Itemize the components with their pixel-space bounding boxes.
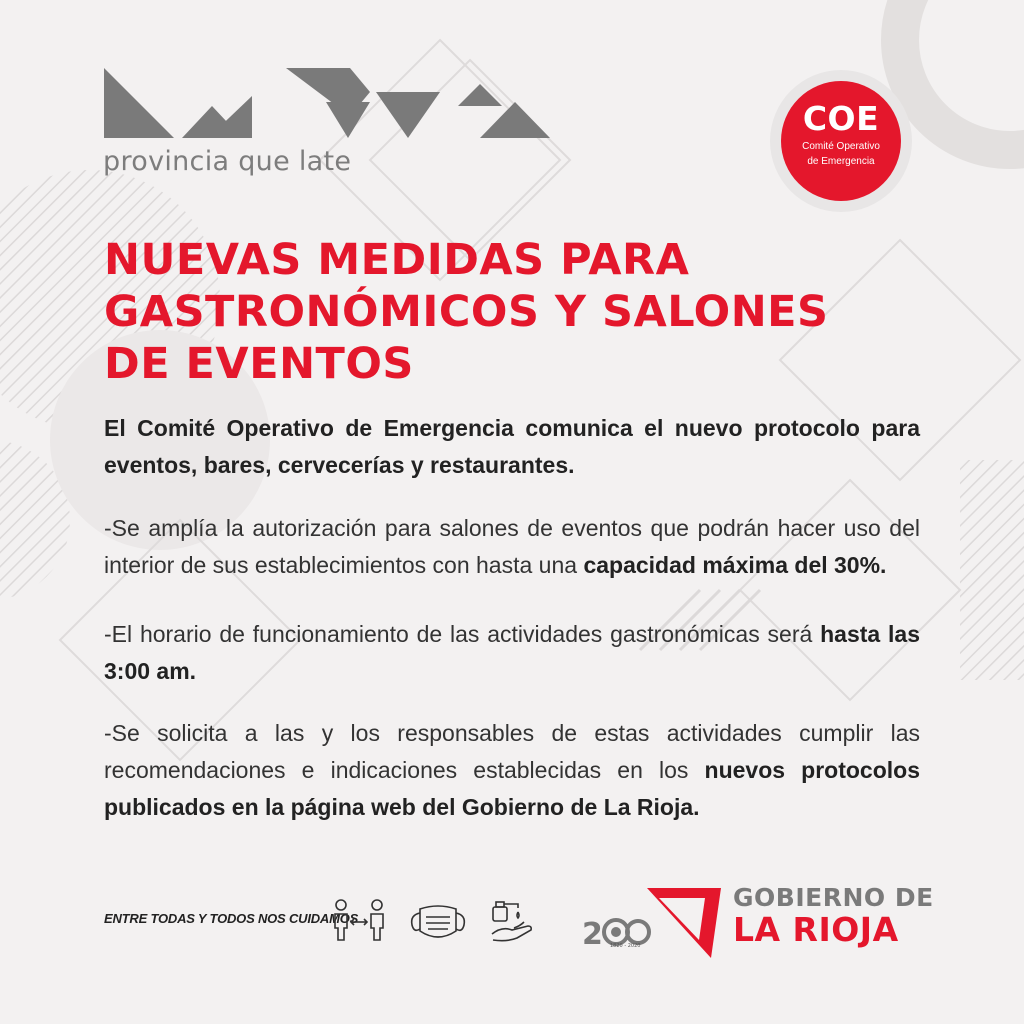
measure-protocols bbox=[104, 715, 920, 826]
gobierno-logo-mark bbox=[645, 886, 725, 960]
measure-capacity bbox=[104, 510, 920, 584]
measure-capacity-text: -Se amplía la autorización para salones de eventos que podrán hacer uso del interior de sus establecimientos con hasta una bbox=[104, 515, 920, 578]
headline-line-2: GASTRONÓMICOS Y SALONES bbox=[104, 287, 829, 337]
gobierno-wordmark bbox=[733, 884, 934, 948]
measure-protocols-text: -Se solicita a las y los responsables de estas actividades cumplir las recomendaciones e indicaciones establecidas en los bbox=[104, 720, 920, 783]
measure-hours-bold: hasta las 3:00 am. bbox=[104, 621, 920, 684]
gobierno-line-1: GOBIERNO DE bbox=[733, 883, 934, 912]
measure-protocols-bold: nuevos protocolos publicados en la página web del Gobierno de La Rioja. bbox=[104, 757, 920, 820]
intro-paragraph: El Comité Operativo de Emergencia comunica el nuevo protocolo para eventos, bares, cervecerías y restaurantes. bbox=[104, 415, 920, 478]
measure-capacity-bold: capacidad máxima del 30%. bbox=[583, 552, 887, 578]
measure-hours-text: -El horario de funcionamiento de las actividades gastronómicas será bbox=[104, 621, 821, 647]
brand-tagline: provincia que late bbox=[103, 146, 352, 177]
bicentenary-years: 1820 - 2020 bbox=[610, 943, 641, 949]
handwash-icon bbox=[488, 898, 538, 946]
distance-icon bbox=[332, 898, 386, 942]
la-rioja-logo bbox=[100, 62, 560, 142]
headline bbox=[104, 234, 944, 390]
headline-line-3: DE EVENTOS bbox=[104, 339, 414, 389]
badge-digit-2: 2 bbox=[582, 917, 603, 952]
coe-subtitle-2: de Emergencia bbox=[807, 156, 875, 167]
headline-line-1: NUEVAS MEDIDAS PARA bbox=[104, 235, 690, 285]
coe-badge bbox=[781, 81, 901, 201]
gobierno-line-2: LA RIOJA bbox=[733, 910, 899, 949]
mask-icon bbox=[408, 903, 468, 943]
coe-subtitle-1: Comité Operativo bbox=[802, 141, 880, 152]
coe-title: COE bbox=[802, 99, 880, 138]
footer-slogan: ENTRE TODAS Y TODOS NOS CUIDAMOS bbox=[104, 911, 359, 926]
measure-hours bbox=[104, 616, 920, 690]
